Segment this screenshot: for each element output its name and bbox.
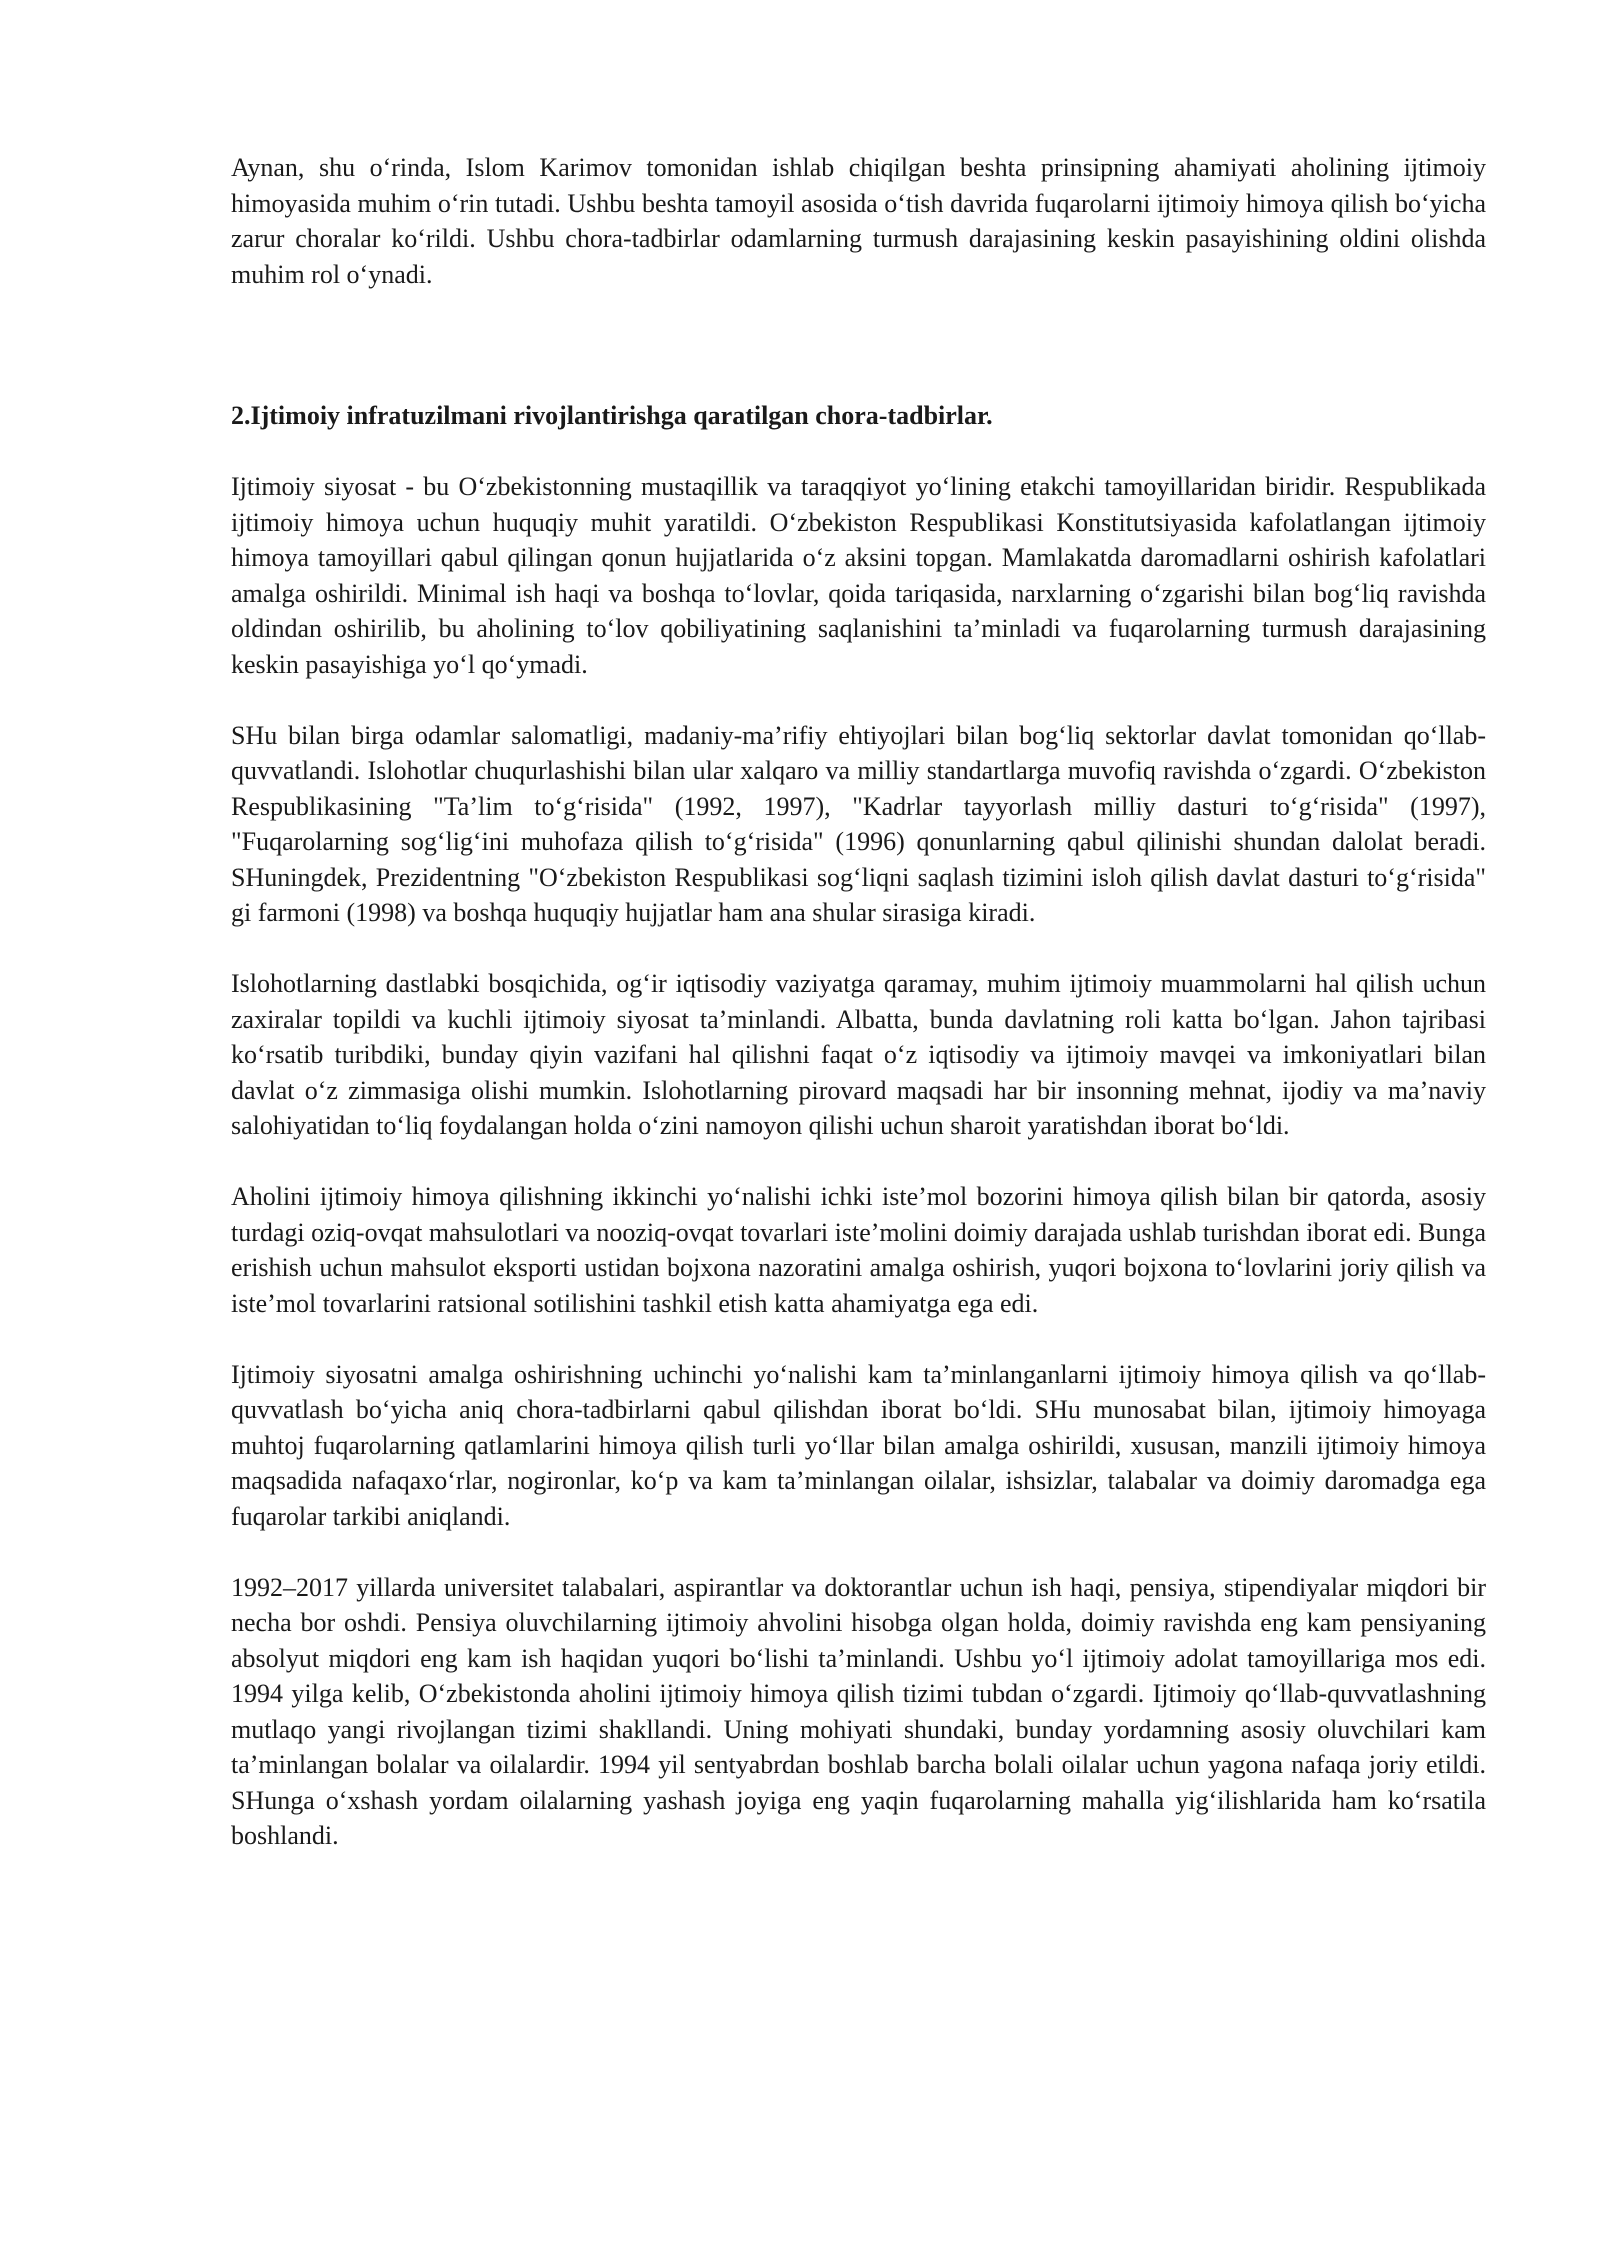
section-heading: 2.Ijtimoiy infratuzilmani rivojlantirishga qaratilgan chora-tadbirlar.: [231, 401, 993, 430]
paragraph-health-culture: SHu bilan birga odamlar salomatligi, madaniy-ma’rifiy ehtiyojlari bilan bog‘liq sektorlar davlat tomonidan qo‘llab-quvvatlandi. Islohotlar chuqurlashishi bilan ular xalqaro va milliy standartlarga muvofiq ravishda o‘zgardi. O‘zbekiston Respublikasining "Ta’lim to‘g‘risida" (1992, 1997), "Kadrlar tayyorlash milliy dasturi to‘g‘risida" (1997), "Fuqarolarning sog‘lig‘ini muhofaza qilish to‘g‘risida" (1996) qonunlarning qabul qilinishi shundan dalolat beradi. SHuningdek, Prezidentning "O‘zbekiston Respublikasi sog‘liqni saqlash tizimini isloh qilish davlat dasturi to‘g‘risida" gi farmoni (1998) va boshqa huquqiy hujjatlar ham ana shular sirasiga kiradi.: [231, 720, 1486, 927]
intro-paragraph: Aynan, shu o‘rinda, Islom Karimov tomonidan ishlab chiqilgan beshta prinsipning ahamiyati aholining ijtimoiy himoyasida muhim o‘rin tutadi. Ushbu beshta tamoyil asosida o‘tish davrida fuqarolarni ijtimoiy himoya qilish bo‘yicha zarur choralar ko‘rildi. Ushbu chora-tadbirlar odamlarning turmush darajasining keskin pasayishining oldini olishda muhim rol o‘ynadi.: [231, 153, 1486, 289]
paragraph-social-policy: Ijtimoiy siyosat - bu O‘zbekistonning mustaqillik va taraqqiyot yo‘lining etakchi tamoyillaridan biridir. Respublikada ijtimoiy himoya uchun huquqiy muhit yaratildi. O‘zbekiston Respublikasi Konstitutsiyasida kafolatlangan ijtimoiy himoya tamoyillari qabul qilingan qonun hujjatlarida o‘z aksini topgan. Mamlakatda daromadlarni oshirish kafolatlari amalga oshirildi. Minimal ish haqi va boshqa to‘lovlar, qoida tariqasida, narxlarning o‘zgarishi bilan bog‘liq ravishda oldindan oshirilib, bu aholining to‘lov qobiliyatining saqlanishini ta’minladi va fuqarolarning turmush darajasining keskin pasayishiga yo‘l qo‘ymadi.: [231, 472, 1486, 679]
paragraph-second-direction: Aholini ijtimoiy himoya qilishning ikkinchi yo‘nalishi ichki iste’mol bozorini himoya qilish bilan bir qatorda, asosiy turdagi oziq-ovqat mahsulotlari va nooziq-ovqat tovarlari iste’molini doimiy darajada ushlab turishdan iborat edi. Bunga erishish uchun mahsulot eksporti ustidan bojxona nazoratini amalga oshirish, yuqori bojxona to‘lovlarini joriy qilish va iste’mol tovarlarini ratsional sotilishini tashkil etish katta ahamiyatga ega edi.: [231, 1182, 1486, 1318]
paragraph-reforms-stage: Islohotlarning dastlabki bosqichida, og‘ir iqtisodiy vaziyatga qaramay, muhim ijtimoiy muammolarni hal qilish uchun zaxiralar topildi va kuchli ijtimoiy siyosat ta’minlandi. Albatta, bunda davlatning roli katta bo‘lgan. Jahon tajribasi ko‘rsatib turibdiki, bunday qiyin vazifani hal qilishni faqat o‘z iqtisodiy va ijtimoiy mavqei va imkoniyatlari bilan davlat o‘z zimmasiga olishi mumkin. Islohotlarning pirovard maqsadi har bir insonning mehnat, ijodiy va ma’naviy salohiyatidan to‘liq foydalangan holda o‘zini namoyon qilishi uchun sharoit yaratishdan iborat bo‘ldi.: [231, 969, 1486, 1140]
paragraph-1992-2017: 1992–2017 yillarda universitet talabalari, aspirantlar va doktorantlar uchun ish haqi, pensiya, stipendiyalar miqdori bir necha bor oshdi. Pensiya oluvchilarning ijtimoiy ahvolini hisobga olgan holda, doimiy ravishda eng kam pensiyaning absolyut miqdori eng kam ish haqidan yuqori bo‘lishi ta’minlandi. Ushbu yo‘l ijtimoiy adolat tamoyillariga mos edi. 1994 yilga kelib, O‘zbekistonda aholini ijtimoiy himoya qilish tizimi tubdan o‘zgardi. Ijtimoiy qo‘llab-quvvatlashning mutlaqo yangi rivojlangan tizimi shakllandi. Uning mohiyati shundaki, bunday yordamning asosiy oluvchilari kam ta’minlangan bolalar va oilalardir. 1994 yil sentyabrdan boshlab barcha bolali oilalar uchun yagona nafaqa joriy etildi. SHunga o‘xshash yordam oilalarning yashash joyiga eng yaqin fuqarolarning mahalla yig‘ilishlarida ham ko‘rsatila boshlandi.: [231, 1572, 1486, 1850]
paragraph-third-direction: Ijtimoiy siyosatni amalga oshirishning uchinchi yo‘nalishi kam ta’minlanganlarni ijtimoiy himoya qilish va qo‘llab-quvvatlash bo‘yicha aniq chora-tadbirlarni qabul qilishdan iborat bo‘ldi. SHu munosabat bilan, ijtimoiy himoyaga muhtoj fuqarolarning qatlamlarini himoya qilish turli yo‘llar bilan amalga oshirildi, xususan, manzili ijtimoiy himoya maqsadida nafaqaxo‘rlar, nogironlar, ko‘p va kam ta’minlangan oilalar, ishsizlar, talabalar va doimiy daromadga ega fuqarolar tarkibi aniqlandi.: [231, 1359, 1486, 1531]
document-page: [231, 150, 1486, 1854]
